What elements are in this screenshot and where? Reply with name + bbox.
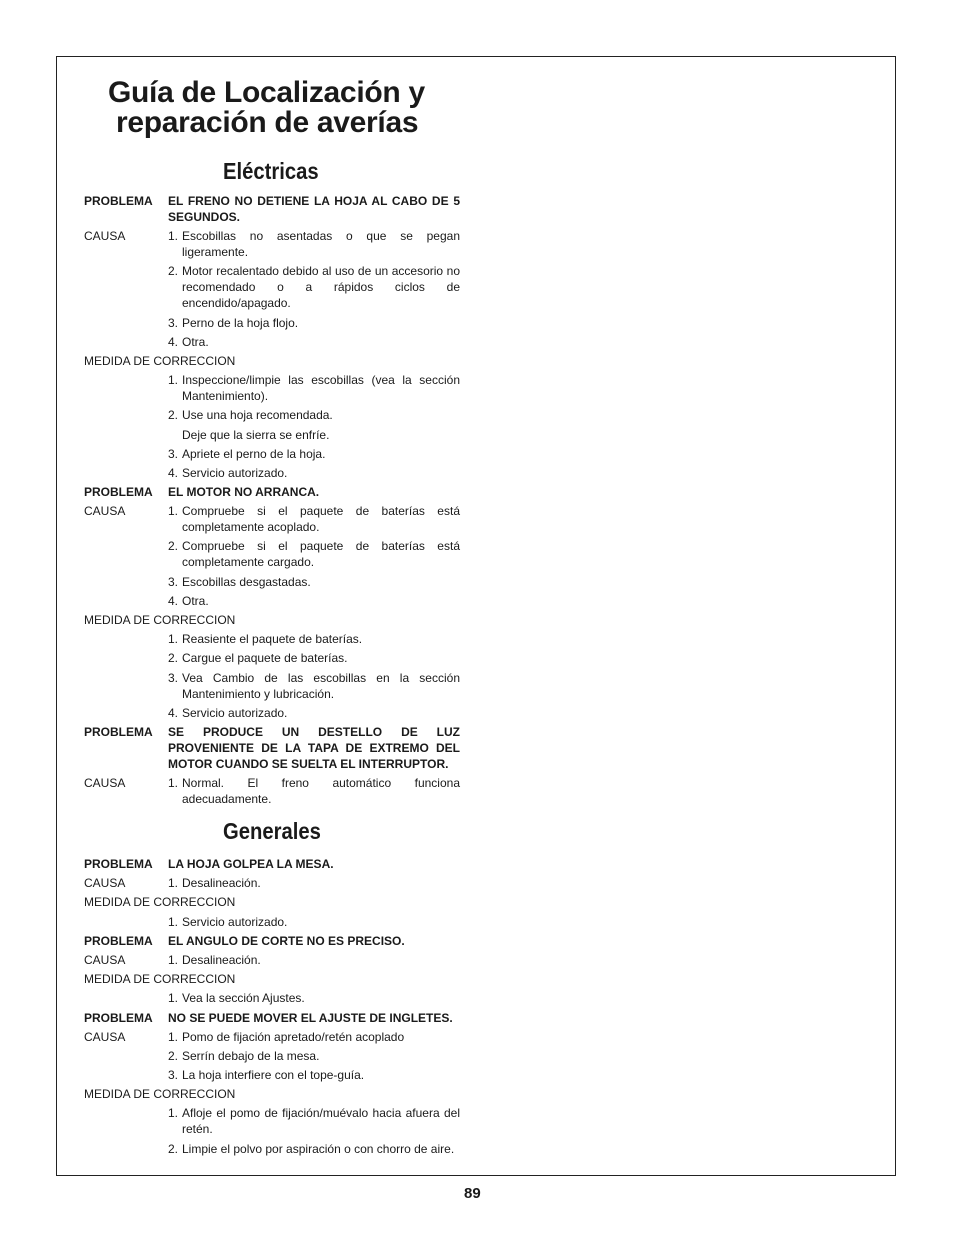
fix-item: [168, 446, 460, 462]
cause-label: CAUSA: [84, 229, 126, 244]
problem-text: NO SE PUEDE MOVER EL AJUSTE DE INGLETES.: [168, 1010, 453, 1025]
fix-item: [168, 705, 460, 721]
cause-number: 2.: [168, 1048, 179, 1063]
fix-number: 3.: [168, 670, 179, 685]
cause-item: [168, 952, 460, 968]
cause-text: Otra.: [182, 334, 209, 349]
problem-text: SE PRODUCE UN DESTELLO DE LUZ PROVENIENTE DE LA TAPA DE EXTREMO DEL MOTOR CUANDO SE SUELTA EL INTERRUPTOR.: [168, 724, 460, 771]
cause-number: 1.: [168, 876, 179, 891]
cause-label: CAUSA: [84, 504, 126, 519]
fix-extra-text: Deje que la sierra se enfríe.: [182, 427, 330, 442]
problem-text: LA HOJA GOLPEA LA MESA.: [168, 857, 334, 871]
cause-item: [168, 775, 460, 807]
cause-label: CAUSA: [84, 1029, 126, 1044]
problem-row: [84, 856, 460, 872]
cause-number: 3.: [168, 315, 179, 330]
cause-item: [168, 503, 460, 535]
electricas-list: [84, 193, 460, 810]
cause-row: [84, 1029, 460, 1045]
fix-number: 3.: [168, 446, 179, 461]
cause-row: [84, 228, 460, 260]
fix-item: [168, 990, 460, 1006]
cause-text: Desalineación.: [182, 876, 261, 891]
fix-text: Limpie el polvo por aspiración o con chorro de aire.: [182, 1141, 455, 1156]
cause-text: Desalineación.: [182, 952, 261, 967]
cause-number: 3.: [168, 574, 179, 589]
generales-list: [84, 856, 460, 1160]
cause-text: Serrín debajo de la mesa.: [182, 1048, 320, 1063]
problem-label: PROBLEMA: [84, 724, 153, 739]
cause-item: [168, 315, 460, 331]
cause-item: [168, 1029, 460, 1045]
problem-label: PROBLEMA: [84, 857, 153, 871]
cause-row: [84, 503, 460, 535]
problem-label: PROBLEMA: [84, 194, 153, 208]
cause-number: 4.: [168, 593, 179, 608]
cause-text: Otra.: [182, 593, 209, 608]
title-line-2: reparación de averías: [116, 106, 419, 139]
fix-text: Cargue el paquete de baterías.: [182, 651, 348, 666]
fix-item: [168, 670, 460, 702]
medida-label: MEDIDA DE CORRECCION: [84, 613, 236, 627]
cause-number: 2.: [168, 264, 179, 279]
cause-text: Perno de la hoja flojo.: [182, 315, 299, 330]
fix-text: Apriete el perno de la hoja.: [182, 446, 326, 461]
fix-item: [168, 650, 460, 666]
problem-row: [84, 933, 460, 949]
cause-number: 1.: [168, 229, 179, 244]
cause-number: 1.: [168, 952, 179, 967]
fix-number: 4.: [168, 705, 179, 720]
fix-text: Servicio autorizado.: [182, 465, 288, 480]
cause-number: 1.: [168, 776, 179, 791]
fix-item: [168, 1105, 460, 1137]
cause-row: [84, 775, 460, 807]
medida-label: MEDIDA DE CORRECCION: [84, 1087, 236, 1102]
cause-number: 2.: [168, 539, 179, 554]
cause-item: [168, 538, 460, 570]
fix-text: Servicio autorizado.: [182, 705, 288, 720]
fix-text: Servicio autorizado.: [182, 914, 288, 929]
fix-number: 1.: [168, 1106, 179, 1121]
cause-text: Motor recalentado debido al uso de un accesorio no recomendado o a rápidos ciclos de encendido/apagado.: [182, 264, 460, 311]
fix-number: 1.: [168, 373, 179, 388]
fix-item: [168, 1141, 460, 1157]
fix-item: [168, 914, 460, 930]
section-heading-generales: Generales: [223, 818, 321, 844]
cause-text: Compruebe si el paquete de baterías está completamente acoplado.: [182, 504, 460, 535]
fix-text: Use una hoja recomendada.: [182, 408, 333, 423]
medida-label: MEDIDA DE CORRECCION: [84, 353, 236, 368]
fix-text: Reasiente el paquete de baterías.: [182, 632, 363, 647]
cause-text: Escobillas no asentadas o que se pegan ligeramente.: [182, 229, 460, 260]
problem-text: EL ANGULO DE CORTE NO ES PRECISO.: [168, 933, 405, 948]
fix-number: 2.: [168, 651, 179, 666]
cause-item: [168, 875, 460, 891]
problem-label: PROBLEMA: [84, 933, 153, 948]
fix-number: 2.: [168, 1141, 179, 1156]
problem-row: [84, 484, 460, 500]
cause-number: 4.: [168, 334, 179, 349]
problem-row: [84, 1010, 460, 1026]
cause-row: [84, 875, 460, 891]
cause-text: Pomo de fijación apretado/retén acoplado: [182, 1029, 405, 1044]
fix-item: [168, 631, 460, 647]
cause-item: [168, 593, 460, 609]
cause-item: [168, 1067, 460, 1083]
cause-text: Compruebe si el paquete de baterías está completamente cargado.: [182, 539, 460, 570]
section-heading-electricas: Eléctricas: [223, 158, 319, 184]
problem-label: PROBLEMA: [84, 1010, 153, 1025]
fix-number: 2.: [168, 408, 179, 423]
cause-item: [168, 228, 460, 260]
fix-text: Vea Cambio de las escobillas en la sección Mantenimiento y lubricación.: [182, 670, 460, 701]
cause-number: 1.: [168, 1029, 179, 1044]
problem-text: EL FRENO NO DETIENE LA HOJA AL CABO DE 5 SEGUNDOS.: [168, 194, 460, 224]
fix-number: 1.: [168, 914, 179, 929]
fix-text: Afloje el pomo de fijación/muévalo hacia afuera del retén.: [182, 1106, 460, 1137]
cause-item: [168, 334, 460, 350]
cause-item: [168, 1048, 460, 1064]
page-title: [108, 78, 425, 138]
cause-text: Normal. El freno automático funciona adecuadamente.: [182, 776, 460, 807]
cause-text: Escobillas desgastadas.: [182, 574, 311, 589]
fix-item: [168, 372, 460, 404]
cause-number: 3.: [168, 1068, 179, 1083]
cause-label: CAUSA: [84, 876, 126, 891]
medida-label: MEDIDA DE CORRECCION: [84, 972, 236, 987]
fix-item: [168, 465, 460, 481]
fix-text: Vea la sección Ajustes.: [182, 991, 305, 1006]
cause-row: [84, 952, 460, 968]
page-number: 89: [464, 1185, 481, 1202]
fix-number: 1.: [168, 632, 179, 647]
problem-row: [84, 724, 460, 772]
cause-number: 1.: [168, 504, 179, 519]
cause-item: [168, 574, 460, 590]
medida-label: MEDIDA DE CORRECCION: [84, 895, 236, 910]
cause-text: La hoja interfiere con el tope-guía.: [182, 1068, 365, 1083]
title-line-1: Guía de Localización y: [108, 76, 425, 109]
fix-text: Inspeccione/limpie las escobillas (vea la sección Mantenimiento).: [182, 373, 460, 404]
problem-row: [84, 193, 460, 225]
cause-label: CAUSA: [84, 776, 126, 791]
fix-item: [168, 407, 460, 423]
problem-label: PROBLEMA: [84, 485, 153, 500]
fix-number: 1.: [168, 991, 179, 1006]
problem-text: EL MOTOR NO ARRANCA.: [168, 485, 320, 500]
fix-number: 4.: [168, 465, 179, 480]
cause-item: [168, 263, 460, 311]
cause-label: CAUSA: [84, 952, 126, 967]
